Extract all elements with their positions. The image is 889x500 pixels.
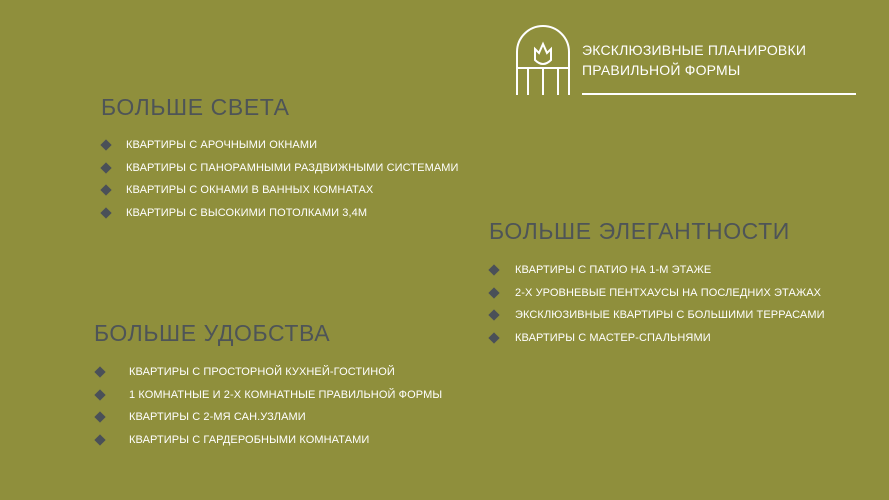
logo-line-1: ЭКСКЛЮЗИВНЫЕ ПЛАНИРОВКИ bbox=[582, 42, 807, 58]
list-item-label: КВАРТИРЫ С ПАНОРАМНЫМИ РАЗДВИЖНЫМИ СИСТЕМАМИ bbox=[126, 161, 459, 174]
logo-line-2: ПРАВИЛЬНОЙ ФОРМЫ bbox=[582, 62, 741, 78]
diamond-bullet-icon bbox=[94, 411, 105, 422]
list-item bbox=[489, 304, 825, 327]
list-item bbox=[94, 361, 395, 384]
list-item-label: 1 КОМНАТНЫЕ И 2-Х КОМНАТНЫЕ ПРАВИЛЬНОЙ ФОРМЫ bbox=[129, 388, 443, 401]
list-item bbox=[489, 327, 790, 350]
list-item-label: КВАРТИРЫ С МАСТЕР-СПАЛЬНЯМИ bbox=[515, 331, 711, 344]
diamond-bullet-icon bbox=[488, 309, 499, 320]
diamond-bullet-icon bbox=[488, 287, 499, 298]
list-item-label: КВАРТИРЫ С ГАРДЕРОБНЫМИ КОМНАТАМИ bbox=[129, 433, 370, 446]
section-title-elegance: БОЛЬШЕ ЭЛЕГАНТНОСТИ bbox=[489, 218, 790, 244]
list-item-label: КВАРТИРЫ С ОКНАМИ В ВАННЫХ КОМНАТАХ bbox=[126, 184, 374, 196]
section-title-light: БОЛЬШЕ СВЕТА bbox=[101, 94, 290, 120]
diamond-bullet-icon bbox=[488, 332, 499, 343]
list-item bbox=[101, 179, 374, 202]
feature-list-light bbox=[101, 134, 459, 224]
diamond-bullet-icon bbox=[100, 162, 111, 173]
diamond-bullet-icon bbox=[94, 366, 105, 377]
section-title-comfort: БОЛЬШЕ УДОБСТВА bbox=[94, 320, 331, 346]
list-item-label: 2-Х УРОВНЕВЫЕ ПЕНТХАУСЫ НА ПОСЛЕДНИХ ЭТАЖАХ bbox=[515, 286, 822, 299]
list-item bbox=[94, 384, 443, 407]
list-item bbox=[101, 134, 318, 157]
diamond-bullet-icon bbox=[94, 389, 105, 400]
list-item-label: КВАРТИРЫ С ПРОСТОРНОЙ КУХНЕЙ-ГОСТИНОЙ bbox=[129, 366, 395, 378]
section-more-comfort bbox=[94, 320, 443, 451]
list-item bbox=[489, 282, 822, 305]
diamond-bullet-icon bbox=[94, 434, 105, 445]
diamond-bullet-icon bbox=[100, 139, 111, 150]
feature-list-elegance bbox=[489, 259, 825, 349]
arch-tulip-window-icon bbox=[516, 25, 570, 95]
list-item-label: КВАРТИРЫ С ВЫСОКИМИ ПОТОЛКАМИ 3,4М bbox=[126, 206, 368, 219]
list-item bbox=[94, 406, 330, 429]
section-more-light bbox=[101, 94, 459, 224]
list-item bbox=[101, 157, 459, 180]
list-item-label: КВАРТИРЫ С 2-МЯ САН.УЗЛАМИ bbox=[129, 411, 306, 423]
list-item-label: КВАРТИРЫ С ПАТИО НА 1-М ЭТАЖЕ bbox=[515, 264, 712, 276]
logo-block bbox=[516, 25, 856, 95]
list-item bbox=[101, 202, 368, 225]
list-item-label: ЭКСКЛЮЗИВНЫЕ КВАРТИРЫ С БОЛЬШИМИ ТЕРРАСАМИ bbox=[515, 309, 825, 321]
diamond-bullet-icon bbox=[488, 264, 499, 275]
feature-list-comfort bbox=[94, 361, 443, 451]
list-item bbox=[94, 429, 370, 452]
diamond-bullet-icon bbox=[100, 207, 111, 218]
diamond-bullet-icon bbox=[100, 184, 111, 195]
logo-divider bbox=[582, 93, 856, 95]
section-more-elegance bbox=[489, 218, 825, 349]
logo-text bbox=[582, 40, 806, 80]
list-item-label: КВАРТИРЫ С АРОЧНЫМИ ОКНАМИ bbox=[126, 139, 318, 151]
list-item bbox=[489, 259, 790, 282]
